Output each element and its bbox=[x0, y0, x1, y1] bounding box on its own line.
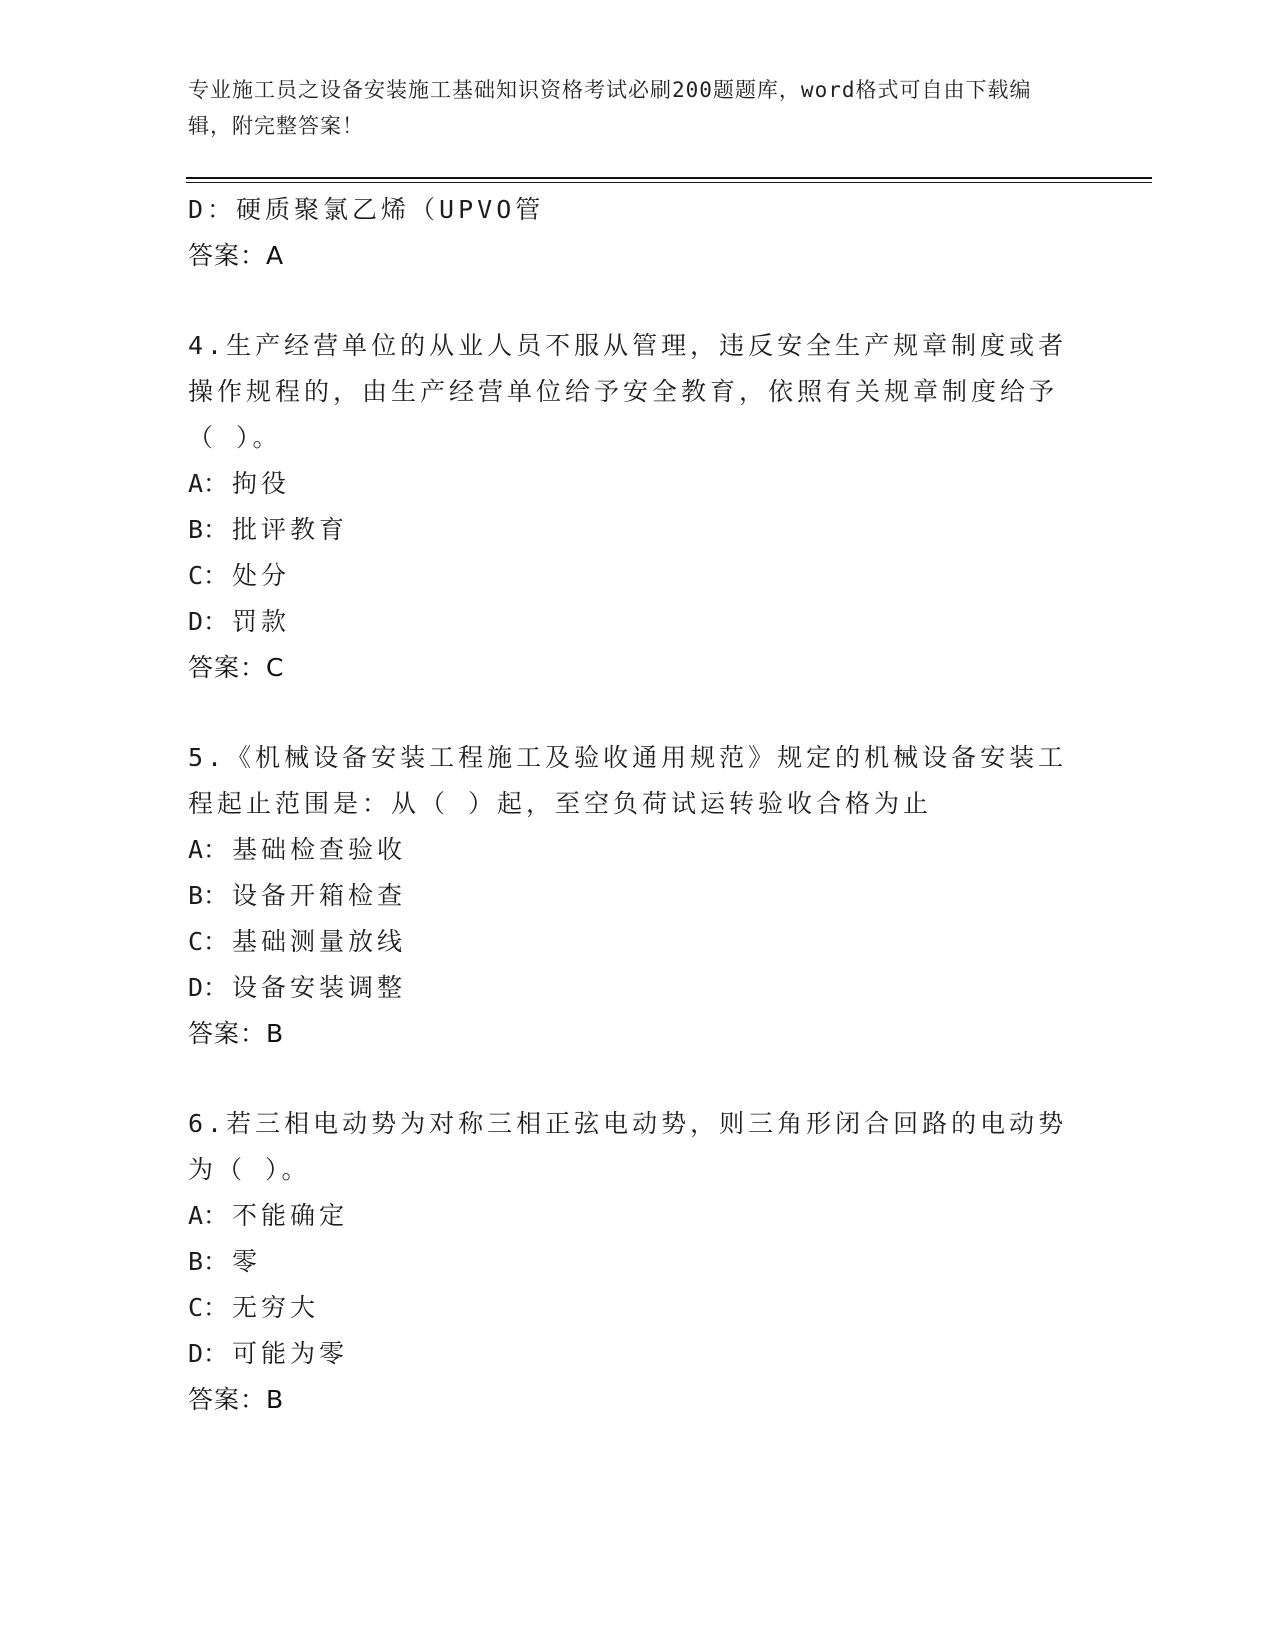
answer-line: 答案：C bbox=[188, 653, 285, 682]
option-letter: D： bbox=[188, 1339, 229, 1368]
option-text: 无穷大 bbox=[232, 1293, 320, 1322]
option-text: 零 bbox=[232, 1247, 262, 1276]
header-rule-thin bbox=[186, 182, 1152, 183]
question-stem: 6.若三相电动势为对称三相正弦电动势，则三角形闭合回路的电动势为（ ）。 bbox=[188, 1109, 1068, 1184]
option-letter: B： bbox=[188, 1247, 229, 1276]
question-stem: 4.生产经营单位的从业人员不服从管理，违反安全生产规章制度或者操作规程的，由生产经营单位给予安全教育，依照有关规章制度给予（ ）。 bbox=[188, 331, 1068, 452]
option-text: 设备安装调整 bbox=[232, 973, 407, 1002]
option-d bbox=[188, 965, 1068, 1011]
carryover-option-d: D：硬质聚氯乙烯（UPVO管 bbox=[188, 195, 545, 224]
option-d bbox=[188, 1331, 1068, 1377]
option-b bbox=[188, 507, 1068, 553]
option-letter: A： bbox=[188, 469, 229, 498]
question-block bbox=[188, 323, 1068, 691]
option-text: 设备开箱检查 bbox=[232, 881, 407, 910]
question-list bbox=[188, 187, 1068, 1423]
option-c bbox=[188, 919, 1068, 965]
option-text: 可能为零 bbox=[232, 1339, 349, 1368]
spacer bbox=[188, 691, 1068, 735]
option-a bbox=[188, 1193, 1068, 1239]
option-text: 拘役 bbox=[232, 469, 291, 498]
option-text: 基础测量放线 bbox=[232, 927, 407, 956]
option-c bbox=[188, 553, 1068, 599]
option-a bbox=[188, 827, 1068, 873]
option-letter: C： bbox=[188, 561, 229, 590]
spacer bbox=[188, 279, 1068, 323]
carryover-answer: 答案：A bbox=[188, 241, 285, 270]
spacer bbox=[188, 1057, 1068, 1101]
option-c bbox=[188, 1285, 1068, 1331]
question-block bbox=[188, 735, 1068, 1057]
answer-line: 答案：B bbox=[188, 1385, 285, 1414]
option-b bbox=[188, 1239, 1068, 1285]
document-header: 专业施工员之设备安装施工基础知识资格考试必刷200题题库，word格式可自由下载编辑，附完整答案！ bbox=[188, 78, 1032, 138]
option-letter: A： bbox=[188, 1201, 229, 1230]
option-letter: C： bbox=[188, 927, 229, 956]
option-letter: D： bbox=[188, 607, 229, 636]
option-letter: C： bbox=[188, 1293, 229, 1322]
answer-line: 答案：B bbox=[188, 1019, 285, 1048]
question-block bbox=[188, 1101, 1068, 1423]
option-b bbox=[188, 873, 1068, 919]
option-text: 处分 bbox=[232, 561, 291, 590]
option-text: 罚款 bbox=[232, 607, 291, 636]
option-text: 不能确定 bbox=[232, 1201, 349, 1230]
option-letter: A： bbox=[188, 835, 229, 864]
option-letter: B： bbox=[188, 881, 229, 910]
option-text: 基础检查验收 bbox=[232, 835, 407, 864]
option-a bbox=[188, 461, 1068, 507]
header-rule-thick bbox=[186, 177, 1152, 179]
option-text: 批评教育 bbox=[232, 515, 349, 544]
option-letter: D： bbox=[188, 973, 229, 1002]
question-stem: 5.《机械设备安装工程施工及验收通用规范》规定的机械设备安装工程起止范围是：从（ ）起，至空负荷试运转验收合格为止 bbox=[188, 743, 1068, 818]
option-d bbox=[188, 599, 1068, 645]
option-letter: B： bbox=[188, 515, 229, 544]
